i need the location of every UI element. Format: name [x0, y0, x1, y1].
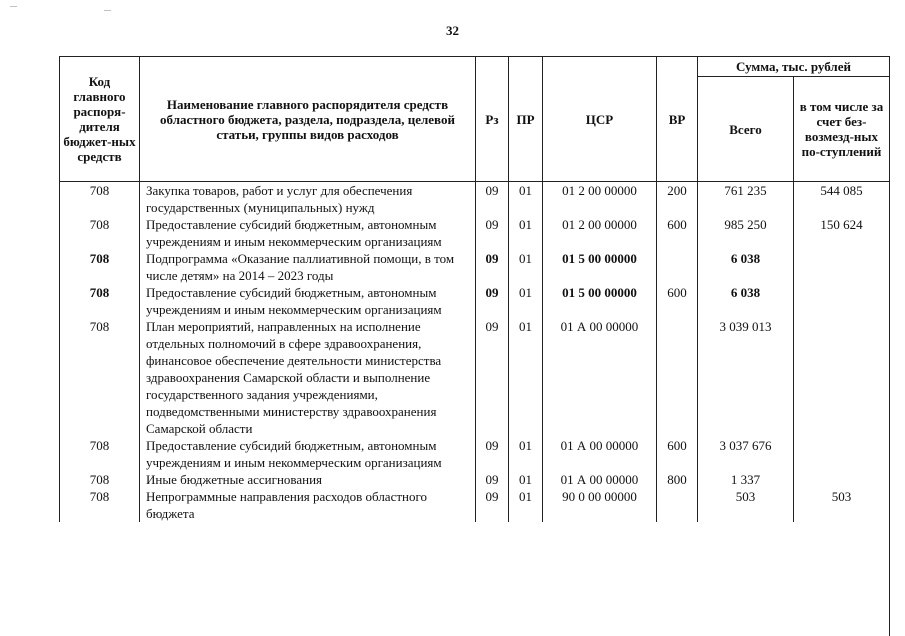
row-code: 708: [60, 182, 140, 217]
page-number: 32: [446, 23, 459, 38]
table-row: [60, 318, 890, 437]
row-vr: 600: [657, 216, 698, 250]
row-csr: 01 5 00 00000: [543, 250, 657, 284]
table-body: [60, 182, 890, 523]
table-row: [60, 284, 890, 318]
scan-speck: —: [104, 6, 111, 14]
row-csr: 01 А 00 00000: [543, 471, 657, 488]
row-name: План мероприятий, направленных на исполнение отдельных полномочий в сфере здравоохранения, финансовое обеспечение деятельности министерства здравоохранения Самарской области и выполнение государственного задания учреждениями, подведомственными министерству здравоохранения Самарской области: [140, 318, 476, 437]
header-pr: ПР: [509, 57, 543, 182]
row-vr: 600: [657, 437, 698, 471]
row-pr: 01: [509, 488, 543, 522]
row-code: 708: [60, 488, 140, 522]
header-rz: Рз: [476, 57, 509, 182]
row-code: 708: [60, 437, 140, 471]
row-pr: 01: [509, 471, 543, 488]
budget-table: [59, 56, 890, 522]
header-vr: ВР: [657, 57, 698, 182]
row-code: 708: [60, 318, 140, 437]
row-total: 1 337: [698, 471, 794, 488]
row-rz: 09: [476, 284, 509, 318]
row-rz: 09: [476, 437, 509, 471]
row-code: 708: [60, 471, 140, 488]
table-row: [60, 488, 890, 522]
row-code: 708: [60, 250, 140, 284]
row-pr: 01: [509, 318, 543, 437]
row-vr: [657, 318, 698, 437]
row-code: 708: [60, 284, 140, 318]
row-total: 503: [698, 488, 794, 522]
row-csr: 01 2 00 00000: [543, 182, 657, 217]
row-name: Закупка товаров, работ и услуг для обеспечения государственных (муниципальных) нужд: [140, 182, 476, 217]
row-name: Предоставление субсидий бюджетным, автономным учреждениям и иным некоммерческим организациям: [140, 437, 476, 471]
row-total: 3 039 013: [698, 318, 794, 437]
row-vr: [657, 250, 698, 284]
row-name: Предоставление субсидий бюджетным, автономным учреждениям и иным некоммерческим организациям: [140, 216, 476, 250]
header-csr: ЦСР: [543, 57, 657, 182]
row-rz: 09: [476, 488, 509, 522]
row-grants: [794, 284, 890, 318]
row-name: Подпрограмма «Оказание паллиативной помощи, в том числе детям» на 2014 – 2023 годы: [140, 250, 476, 284]
row-total: 3 037 676: [698, 437, 794, 471]
row-total: 6 038: [698, 250, 794, 284]
table-row: [60, 182, 890, 217]
row-rz: 09: [476, 318, 509, 437]
row-grants: 150 624: [794, 216, 890, 250]
table-row: [60, 437, 890, 471]
row-code: 708: [60, 216, 140, 250]
row-vr: 200: [657, 182, 698, 217]
row-csr: 01 А 00 00000: [543, 318, 657, 437]
row-rz: 09: [476, 250, 509, 284]
row-grants: 544 085: [794, 182, 890, 217]
row-name: Непрограммные направления расходов областного бюджета: [140, 488, 476, 522]
row-pr: 01: [509, 284, 543, 318]
table-row: [60, 471, 890, 488]
header-code: Код главного распоря-дителя бюджет-ных средств: [60, 57, 140, 182]
row-rz: 09: [476, 471, 509, 488]
row-grants: [794, 471, 890, 488]
row-rz: 09: [476, 216, 509, 250]
row-total: 985 250: [698, 216, 794, 250]
row-csr: 01 5 00 00000: [543, 284, 657, 318]
row-csr: 90 0 00 00000: [543, 488, 657, 522]
row-pr: 01: [509, 250, 543, 284]
row-vr: [657, 488, 698, 522]
row-vr: 800: [657, 471, 698, 488]
row-grants: [794, 250, 890, 284]
row-grants: 503: [794, 488, 890, 522]
table-row: [60, 250, 890, 284]
row-name: Предоставление субсидий бюджетным, автономным учреждениям и иным некоммерческим организациям: [140, 284, 476, 318]
row-vr: 600: [657, 284, 698, 318]
header-total: Всего: [698, 77, 794, 182]
table-right-border: [889, 58, 890, 636]
row-name: Иные бюджетные ассигнования: [140, 471, 476, 488]
row-pr: 01: [509, 182, 543, 217]
scan-speck: —: [10, 2, 17, 10]
header-sum: Сумма, тыс. рублей: [698, 57, 890, 77]
row-pr: 01: [509, 216, 543, 250]
row-csr: 01 2 00 00000: [543, 216, 657, 250]
row-total: 6 038: [698, 284, 794, 318]
header-grants: в том числе за счет без-возмезд-ных по-ступлений: [794, 77, 890, 182]
header-name: Наименование главного распорядителя средств областного бюджета, раздела, подраздела, целевой статьи, группы видов расходов: [140, 57, 476, 182]
table-row: [60, 216, 890, 250]
row-rz: 09: [476, 182, 509, 217]
row-pr: 01: [509, 437, 543, 471]
row-csr: 01 А 00 00000: [543, 437, 657, 471]
row-total: 761 235: [698, 182, 794, 217]
row-grants: [794, 437, 890, 471]
row-grants: [794, 318, 890, 437]
